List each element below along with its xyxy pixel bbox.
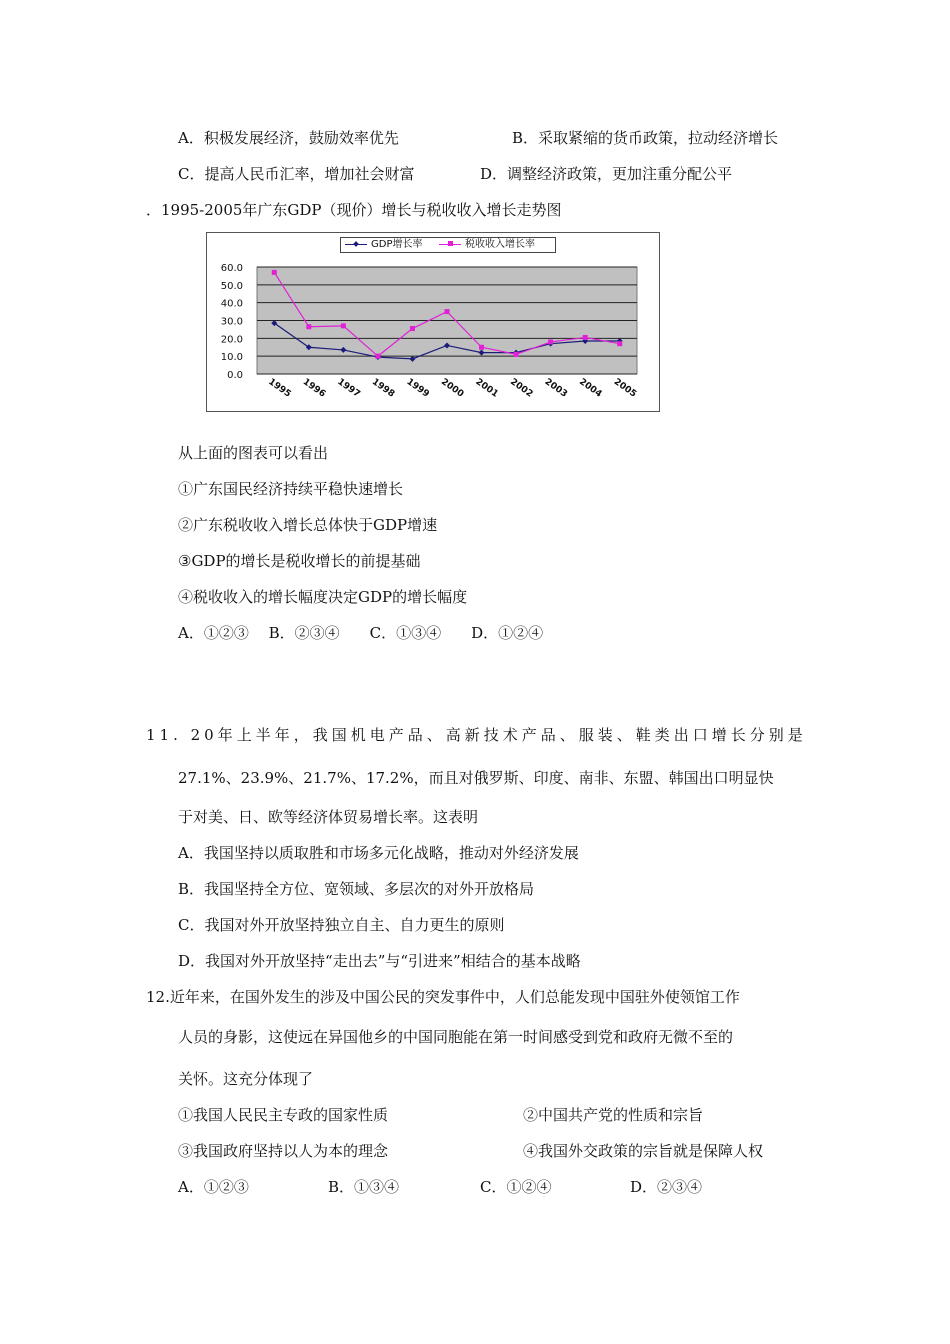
q11-option-b: B．我国坚持全方位、宽领域、多层次的对外开放格局 — [178, 880, 535, 898]
data-point-tax — [617, 341, 622, 346]
x-tick-label: 1997 — [335, 377, 362, 400]
x-tick-label: 2000 — [439, 377, 466, 400]
q10-option-c: C．提高人民币汇率，增加社会财富 — [178, 165, 415, 183]
x-tick-label: 1999 — [404, 377, 431, 400]
q12-statement-3: ③我国政府坚持以人为本的理念 — [178, 1142, 389, 1160]
y-tick-label: 30.0 — [220, 316, 243, 328]
x-tick-label: 1998 — [369, 377, 397, 400]
x-tick-label: 1995 — [266, 377, 293, 400]
q10-choices: A．①②③ B．②③④ C．①③④ D．①②④ — [178, 624, 544, 642]
data-point-tax — [272, 270, 277, 275]
x-tick-label: 1996 — [300, 377, 328, 400]
x-tick-label: 2005 — [611, 377, 639, 400]
q10-statement-1: ①广东国民经济持续平稳快速增长 — [178, 480, 404, 498]
data-point-tax — [410, 326, 415, 331]
q10-intro: 从上面的图表可以看出 — [178, 444, 329, 462]
q11-stem-line1: 11. 20年上半年，我国机电产品、高新技术产品、服装、鞋类出口增长分别是 — [146, 726, 807, 744]
data-point-tax — [479, 345, 484, 350]
q12-statement-2: ②中国共产党的性质和宗旨 — [523, 1106, 704, 1124]
q10-statement-3: ③GDP的增长是税收增长的前提基础 — [178, 552, 421, 570]
q12-statement-4: ④我国外交政策的宗旨就是保障人权 — [523, 1142, 764, 1160]
q12-stem-line2: 人员的身影，这使远在异国他乡的中国同胞能在第一时间感受到党和政府无微不至的 — [178, 1028, 734, 1046]
q11-option-d: D．我国对外开放坚持“走出去”与“引进来”相结合的基本战略 — [178, 952, 581, 970]
y-tick-label: 0.0 — [227, 370, 243, 381]
data-point-tax — [306, 324, 311, 329]
q12-stem-line3: 关怀。这充分体现了 — [178, 1070, 314, 1088]
data-point-tax — [514, 352, 519, 357]
data-point-tax — [445, 309, 450, 314]
data-point-tax — [548, 339, 553, 344]
chart-title: ．1995-2005年广东GDP（现价）增长与税收收入增长走势图 — [146, 201, 562, 219]
q12-statement-1: ①我国人民民主专政的国家性质 — [178, 1106, 389, 1124]
data-point-tax — [375, 354, 380, 359]
q10-option-b: B．采取紧缩的货币政策，拉动经济增长 — [512, 129, 779, 147]
q12-stem-line1: 12.近年来，在国外发生的涉及中国公民的突发事件中，人们总能发现中国驻外使领馆工作 — [146, 988, 740, 1006]
legend-label-tax: 税收收入增长率 — [465, 239, 535, 250]
y-tick-label: 40.0 — [220, 298, 243, 310]
q10-option-a: A．积极发展经济，鼓励效率优先 — [178, 129, 399, 147]
q11-option-c: C．我国对外开放坚持独立自主、自力更生的原则 — [178, 916, 505, 934]
q10-statement-2: ②广东税收收入增长总体快于GDP增速 — [178, 516, 438, 534]
q10-statement-4: ④税收收入的增长幅度决定GDP的增长幅度 — [178, 588, 468, 606]
q12-choice-a: A．①②③ — [178, 1178, 249, 1196]
q11-option-a: A．我国坚持以质取胜和市场多元化战略，推动对外经济发展 — [178, 844, 579, 862]
q11-stem-line3: 于对美、日、欧等经济体贸易增长率。这表明 — [178, 808, 479, 826]
chart-plot — [207, 233, 659, 411]
legend-label-gdp: GDP增长率 — [371, 239, 423, 250]
x-tick-label: 2004 — [577, 377, 604, 400]
q10-option-d: D．调整经济政策，更加注重分配公平 — [480, 165, 733, 183]
y-tick-label: 60.0 — [220, 263, 243, 274]
x-tick-label: 2003 — [542, 377, 569, 400]
x-tick-label: 2002 — [508, 377, 535, 400]
data-point-tax — [341, 323, 346, 328]
y-tick-label: 10.0 — [220, 352, 243, 364]
y-tick-label: 20.0 — [220, 334, 243, 346]
q12-choice-d: D．②③④ — [630, 1178, 703, 1196]
x-tick-label: 2001 — [473, 377, 500, 400]
q11-stem-line2: 27.1%、23.9%、21.7%、17.2%，而且对俄罗斯、印度、南非、东盟、韩国出口明显快 — [178, 769, 774, 787]
data-point-tax — [583, 335, 588, 340]
q12-choice-c: C．①②④ — [480, 1178, 552, 1196]
line-chart — [206, 232, 660, 412]
q12-choice-b: B．①③④ — [328, 1178, 400, 1196]
y-tick-label: 50.0 — [220, 280, 243, 292]
